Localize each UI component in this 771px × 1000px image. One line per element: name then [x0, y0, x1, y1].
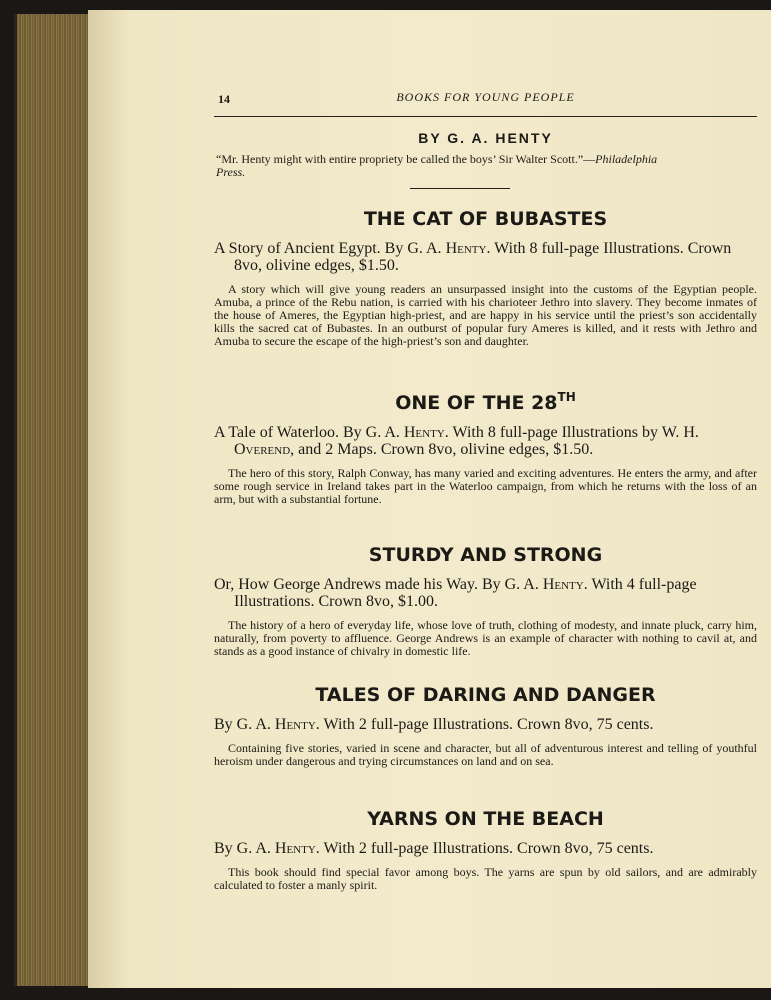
book-page: [88, 10, 771, 988]
book-entry: [214, 208, 757, 348]
quote-text: “Mr. Henty might with entire propriety be called the boys’ Sir Walter Scott.”—: [216, 152, 596, 166]
book-info: A Tale of Waterloo. By G. A. Henty. With 8 full-page Illustrations by W. H. Overend, and 2 Maps. Crown 8vo, olivine edges, $1.50.: [214, 424, 699, 458]
book-description: A story which will give young readers an unsurpassed insight into the customs of the Egyptian people. Amuba, a prince of the Rebu nation, is carried with his charioteer Jethro into slavery. They become inmates of the house of Ameres, the Egyptian high-priest, and are happy in his service until the priest’s son accidentally kills the sacred cat of Bubastes. In an outburst of popular fury Ameres is killed, and it rests with Jethro and Amuba to secure the escape of the high-priest’s son and daughter.: [214, 282, 757, 348]
author-name: Henty: [274, 840, 316, 857]
author-name: Henty: [274, 716, 316, 733]
quote-source: Philadelphia Press.: [216, 152, 658, 179]
book-title: YARNS ON THE BEACH: [367, 808, 604, 830]
book-title: THE CAT OF BUBASTES: [363, 208, 608, 230]
author-heading: BY G. A. HENTY: [418, 130, 553, 146]
press-quote: [216, 153, 669, 179]
running-title: BOOKS FOR YOUNG PEOPLE: [396, 90, 575, 104]
book-page-edges: [14, 14, 93, 986]
book-title: TALES OF DARING AND DANGER: [315, 684, 656, 706]
book-info: A Story of Ancient Egypt. By G. A. Henty. With 8 full-page Illustrations. Crown 8vo, olivine edges, $1.50.: [214, 240, 732, 274]
author-name: Henty: [403, 424, 445, 441]
book-title: STURDY AND STRONG: [368, 544, 603, 566]
section-divider: [410, 188, 510, 189]
book-title: ONE OF THE 28TH: [395, 390, 576, 414]
book-info: By G. A. Henty. With 2 full-page Illustrations. Crown 8vo, 75 cents.: [214, 716, 654, 733]
author-name: Henty: [542, 576, 584, 593]
author-name: Henty: [445, 240, 487, 257]
running-head: [214, 88, 757, 117]
book-description: The history of a hero of everyday life, whose love of truth, clothing of modesty, and innate pluck, carry him, naturally, from poverty to affluence. George Andrews is an example of character with nothing to cavil at, and stands as a good instance of chivalry in domestic life.: [214, 618, 757, 658]
book-info: Or, How George Andrews made his Way. By G. A. Henty. With 4 full-page Illustrations. Crown 8vo, $1.00.: [214, 576, 697, 610]
book-info: By G. A. Henty. With 2 full-page Illustrations. Crown 8vo, 75 cents.: [214, 840, 654, 857]
book-entry: [214, 386, 757, 506]
book-description: This book should find special favor among boys. The yarns are spun by old sailors, and are admirably calculated to foster a manly spirit.: [214, 865, 757, 892]
book-entry: [214, 544, 757, 658]
book-description: Containing five stories, varied in scene and character, but all of adventurous interest and telling of youthful heroism under dangerous and trying circumstances on land and on sea.: [214, 741, 757, 768]
title-superscript: TH: [557, 390, 576, 404]
page-content: [214, 10, 757, 988]
illustrator-name: Overend: [234, 441, 291, 458]
page-number: 14: [218, 92, 230, 106]
book-description: The hero of this story, Ralph Conway, has many varied and exciting adventures. He enters the army, and after some rough service in Ireland takes part in the Waterloo campaign, from which he returns with the loss of an arm, but with a substantial fortune.: [214, 466, 757, 506]
book-entry: [214, 808, 757, 892]
book-entry: [214, 684, 757, 768]
